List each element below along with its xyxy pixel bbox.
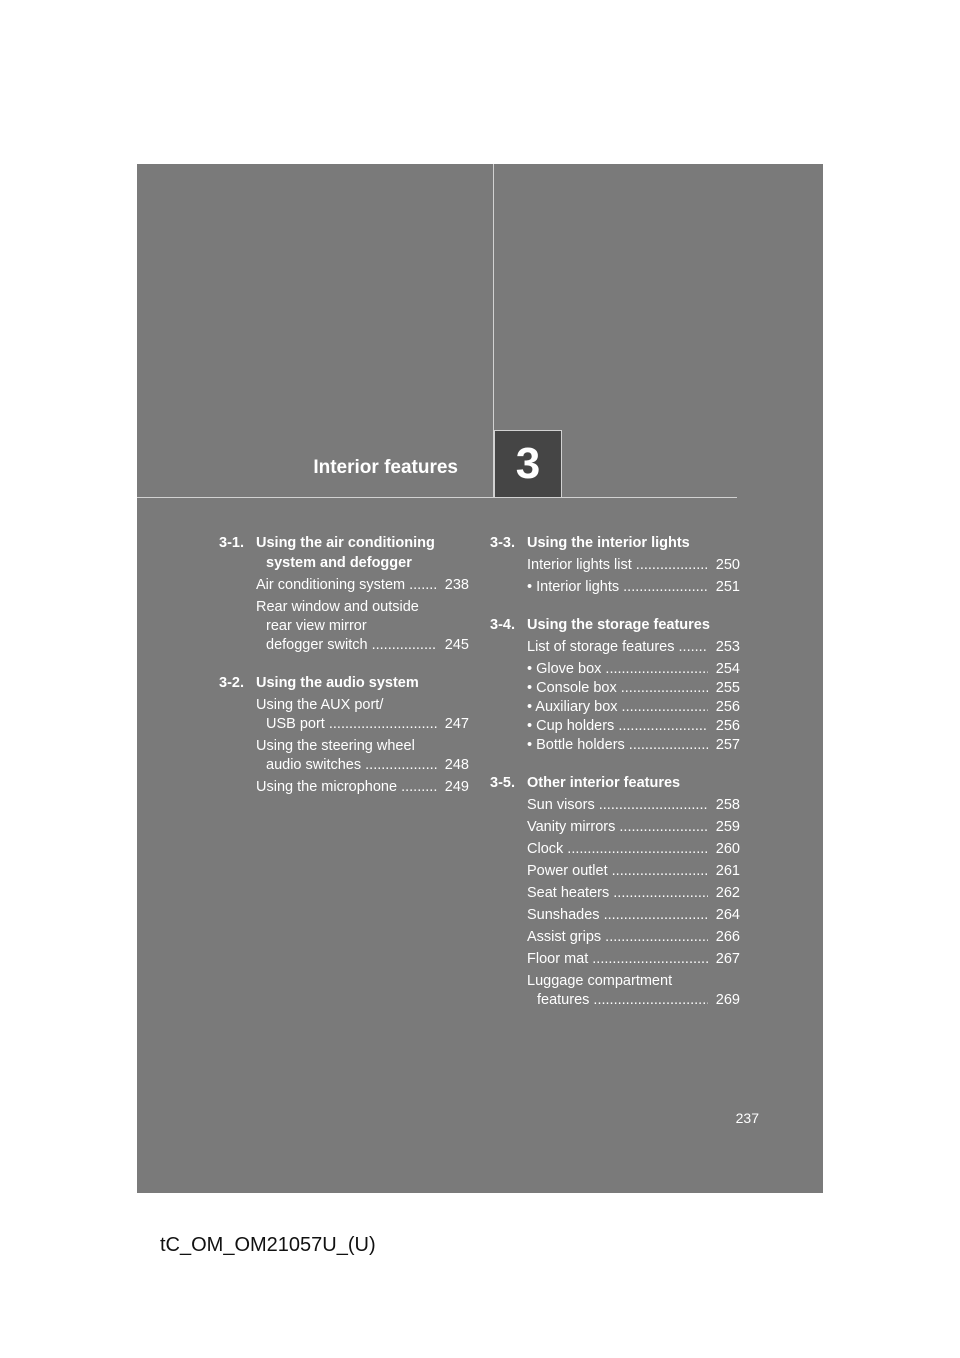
section-title [527, 773, 740, 793]
entry-title-line: rear view mirror [266, 618, 367, 634]
toc-section [490, 533, 740, 597]
section-title [256, 673, 469, 693]
toc-entry[interactable] [527, 950, 740, 969]
section-title [527, 533, 740, 553]
toc-entry[interactable] [256, 737, 469, 775]
entry-page-number: 259 [715, 819, 740, 835]
entry-title-line: Air conditioning system ..... [256, 576, 437, 595]
entry-title-line: Seat heaters ..... [527, 884, 708, 903]
entry-page-number: 256 [715, 699, 740, 715]
entry-title-line: USB port ..... [256, 715, 437, 734]
entry-page-number: 254 [715, 661, 740, 677]
entry-title [256, 576, 437, 595]
entry-page-number: 266 [715, 929, 740, 945]
section-heading[interactable] [219, 673, 469, 693]
section-number: 3-4. [490, 617, 515, 633]
entry-title-line: Floor mat ..... [527, 950, 708, 969]
entry-title-line: List of storage features ..... [527, 638, 708, 657]
toc-entry[interactable] [527, 660, 740, 679]
toc-entry[interactable] [256, 576, 469, 595]
page-number: 237 [735, 1110, 759, 1126]
toc-entry[interactable] [256, 778, 469, 797]
section-title-line: Other interior features [527, 775, 681, 791]
entry-title [527, 736, 708, 755]
entry-page-number: 264 [715, 907, 740, 923]
entry-page-number: 260 [715, 841, 740, 857]
toc-section [490, 773, 740, 1010]
toc-entry[interactable] [527, 578, 740, 597]
section-title-line: Using the air conditioning [256, 535, 435, 551]
entry-title [527, 950, 708, 969]
entry-title [256, 696, 437, 734]
toc-entry[interactable] [527, 679, 740, 698]
entry-title-line: • Bottle holders ..... [527, 736, 708, 755]
entry-title-line: • Interior lights ..... [527, 578, 708, 597]
toc-entry[interactable] [527, 818, 740, 837]
section-number: 3-3. [490, 535, 515, 551]
entry-page-number: 261 [715, 863, 740, 879]
toc-entry[interactable] [527, 717, 740, 736]
toc-entry[interactable] [527, 638, 740, 657]
chapter-number: 3 [515, 439, 541, 488]
entry-title [527, 679, 708, 698]
entry-page-number: 250 [715, 557, 740, 573]
section-heading[interactable] [490, 533, 740, 553]
toc-section [219, 533, 469, 655]
entry-title [527, 698, 708, 717]
toc-section [490, 615, 740, 755]
entry-title-line: Using the microphone ..... [256, 778, 437, 797]
entry-title-line: Assist grips ..... [527, 928, 708, 947]
entry-title [527, 884, 708, 903]
entry-title [527, 906, 708, 925]
section-heading[interactable] [490, 773, 740, 793]
entry-page-number: 256 [715, 718, 740, 734]
toc-entry[interactable] [527, 796, 740, 815]
entry-page-number: 262 [715, 885, 740, 901]
section-title-line: system and defogger [266, 555, 412, 571]
entry-page-number: 267 [715, 951, 740, 967]
entry-title-line: • Console box ..... [527, 679, 708, 698]
section-heading[interactable] [219, 533, 469, 573]
entry-page-number: 249 [444, 779, 469, 795]
entry-page-number: 253 [715, 639, 740, 655]
chapter-title: Interior features [313, 457, 458, 478]
entry-title-line: Sunshades ..... [527, 906, 708, 925]
entry-title [256, 598, 437, 655]
section-number: 3-5. [490, 775, 515, 791]
entry-title-line: Using the AUX port/ [256, 697, 384, 713]
entry-title-line: features ..... [527, 991, 708, 1010]
entry-title [256, 737, 437, 775]
toc-column-left [219, 533, 469, 815]
toc-entry[interactable] [527, 736, 740, 755]
toc-column-right [490, 533, 740, 1028]
toc-entry[interactable] [527, 556, 740, 575]
document-id: tC_OM_OM21057U_(U) [160, 1234, 376, 1256]
entry-title [527, 578, 708, 597]
section-number: 3-1. [219, 535, 244, 551]
section-title-line: Using the interior lights [527, 535, 690, 551]
section-entries [490, 556, 740, 597]
entry-title-line: Vanity mirrors ..... [527, 818, 708, 837]
section-entries [219, 696, 469, 797]
entry-title [527, 818, 708, 837]
entry-title-line: • Cup holders ..... [527, 717, 708, 736]
chapter-number-box [494, 430, 562, 497]
entry-title-line: Interior lights list ..... [527, 556, 708, 575]
toc-entry[interactable] [527, 698, 740, 717]
toc-entry[interactable] [527, 840, 740, 859]
entry-page-number: 245 [444, 637, 469, 653]
entry-page-number: 248 [444, 757, 469, 773]
toc-entry[interactable] [256, 696, 469, 734]
entry-title-line: Sun visors ..... [527, 796, 708, 815]
section-heading[interactable] [490, 615, 740, 635]
toc-section [219, 673, 469, 797]
entry-title [527, 638, 708, 657]
section-entries [219, 576, 469, 655]
entry-title [527, 660, 708, 679]
entry-title [527, 796, 708, 815]
toc-entry[interactable] [527, 928, 740, 947]
horizontal-divider [137, 497, 737, 498]
section-title-line: Using the audio system [256, 675, 419, 691]
entry-title [527, 717, 708, 736]
entry-page-number: 258 [715, 797, 740, 813]
entry-title [527, 928, 708, 947]
entry-title-line: Rear window and outside [256, 599, 419, 615]
entry-title [527, 862, 708, 881]
entry-page-number: 238 [444, 577, 469, 593]
entry-title-line: • Glove box ..... [527, 660, 708, 679]
section-title [256, 533, 469, 573]
entry-page-number: 251 [715, 579, 740, 595]
entry-title-line: Clock ..... [527, 840, 708, 859]
entry-title-line: Power outlet ..... [527, 862, 708, 881]
entry-title-line: Luggage compartment [527, 973, 673, 989]
toc-entry[interactable] [527, 862, 740, 881]
section-title [527, 615, 740, 635]
entry-page-number: 257 [715, 737, 740, 753]
toc-entry[interactable] [527, 906, 740, 925]
entry-title [256, 778, 437, 797]
toc-entry[interactable] [256, 598, 469, 655]
entry-title [527, 556, 708, 575]
entry-title-line: defogger switch ..... [256, 636, 437, 655]
entry-page-number: 255 [715, 680, 740, 696]
entry-page-number: 269 [715, 992, 740, 1008]
entry-title [527, 840, 708, 859]
entry-title-line: Using the steering wheel [256, 738, 415, 754]
entry-title-line: audio switches ..... [256, 756, 437, 775]
section-title-line: Using the storage features [527, 617, 710, 633]
entry-title [527, 972, 708, 1010]
section-entries [490, 796, 740, 1010]
entry-title-line: • Auxiliary box ..... [527, 698, 708, 717]
entry-page-number: 247 [444, 716, 469, 732]
section-entries [490, 638, 740, 755]
toc-entry[interactable] [527, 884, 740, 903]
toc-entry[interactable] [527, 972, 740, 1010]
chapter-divider-panel [137, 164, 823, 1193]
section-number: 3-2. [219, 675, 244, 691]
